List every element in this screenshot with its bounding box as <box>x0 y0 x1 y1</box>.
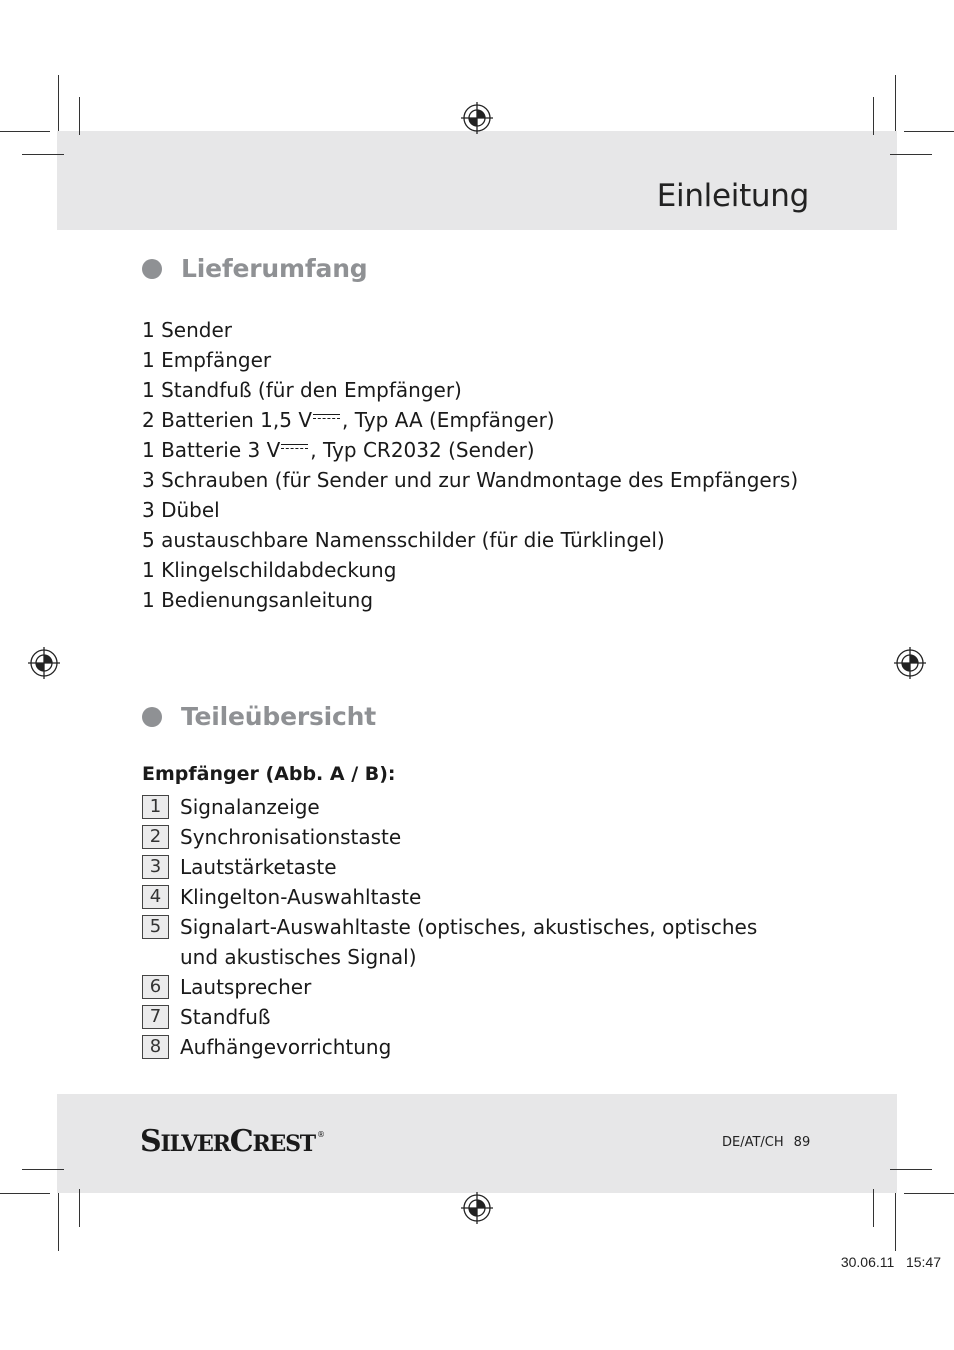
part-label: Synchronisationstaste <box>180 825 402 849</box>
part-number: 5 <box>142 915 169 939</box>
registration-mark-icon <box>28 647 60 679</box>
dc-voltage-icon <box>281 442 308 454</box>
crop-mark <box>0 131 50 132</box>
crop-mark <box>58 75 59 131</box>
list-item: 1 Standfuß (für den Empfänger) <box>142 378 462 402</box>
part-label: Signalanzeige <box>180 795 320 819</box>
crop-mark <box>79 1189 80 1227</box>
parts-subheading: Empfänger (Abb. A / B): <box>142 763 396 785</box>
list-item: 1 Bedienungsanleitung <box>142 588 374 612</box>
part-label: Signalart-Auswahltaste (optisches, akustisches, optisches und akustisches Signal) <box>180 915 758 969</box>
crop-mark <box>890 154 932 155</box>
page-title: Einleitung <box>656 178 809 214</box>
section-heading-contents <box>142 254 368 283</box>
list-item: 5 austauschbare Namensschilder (für die Türklingel) <box>142 528 665 552</box>
section-title-parts: Teileübersicht <box>181 702 376 731</box>
part-item <box>142 792 782 822</box>
circle-bullet-icon <box>142 707 162 727</box>
list-item: 1 Batterie 3 V , Typ CR2032 (Sender) <box>142 438 535 462</box>
registration-mark-icon <box>461 102 493 134</box>
part-item <box>142 822 782 852</box>
crop-mark <box>904 131 954 132</box>
part-item <box>142 1002 782 1032</box>
parts-list <box>142 792 782 1062</box>
list-item: 2 Batterien 1,5 V , Typ AA (Empfänger) <box>142 408 555 432</box>
part-label: Lautsprecher <box>180 975 312 999</box>
part-number: 7 <box>142 1005 169 1029</box>
part-item <box>142 882 782 912</box>
footer-page-info <box>722 1135 810 1150</box>
crop-mark <box>890 1169 932 1170</box>
crop-mark <box>22 154 64 155</box>
list-item: 3 Schrauben (für Sender und zur Wandmontage des Empfängers) <box>142 468 799 492</box>
list-item: 1 Sender <box>142 318 232 342</box>
dc-voltage-icon <box>313 412 340 424</box>
crop-mark <box>22 1169 64 1170</box>
section-title-contents: Lieferumfang <box>181 254 368 283</box>
part-item <box>142 972 782 1002</box>
crop-mark <box>904 1193 954 1194</box>
print-timestamp: 30.06.11 15:47 <box>840 1254 941 1270</box>
part-number: 1 <box>142 795 169 819</box>
part-number: 8 <box>142 1035 169 1059</box>
crop-mark <box>58 1193 59 1251</box>
crop-mark <box>0 1193 50 1194</box>
part-label: Lautstärketaste <box>180 855 337 879</box>
part-label: Standfuß <box>180 1005 271 1029</box>
registration-mark-icon <box>461 1192 493 1224</box>
part-label: Aufhängevorrichtung <box>180 1035 392 1059</box>
section-heading-parts <box>142 702 376 731</box>
part-item <box>142 1032 782 1062</box>
contents-list <box>142 315 798 615</box>
crop-mark <box>895 1193 896 1251</box>
registration-mark-icon <box>894 647 926 679</box>
part-item <box>142 852 782 882</box>
list-item: 1 Empfänger <box>142 348 272 372</box>
part-item <box>142 912 782 972</box>
part-number: 6 <box>142 975 169 999</box>
list-item: 1 Klingelschildabdeckung <box>142 558 397 582</box>
page-number: 89 <box>793 1135 811 1150</box>
part-number: 4 <box>142 885 169 909</box>
crop-mark <box>873 1189 874 1227</box>
brand-logo: S ILVER C REST ® <box>140 1124 325 1159</box>
part-number: 3 <box>142 855 169 879</box>
part-number: 2 <box>142 825 169 849</box>
crop-mark <box>873 97 874 135</box>
crop-mark <box>895 75 896 131</box>
circle-bullet-icon <box>142 259 162 279</box>
header-band <box>57 131 897 230</box>
list-item: 3 Dübel <box>142 498 220 522</box>
crop-mark <box>79 97 80 135</box>
part-label: Klingelton-Auswahltaste <box>180 885 422 909</box>
country-codes: DE/AT/CH <box>722 1135 784 1150</box>
